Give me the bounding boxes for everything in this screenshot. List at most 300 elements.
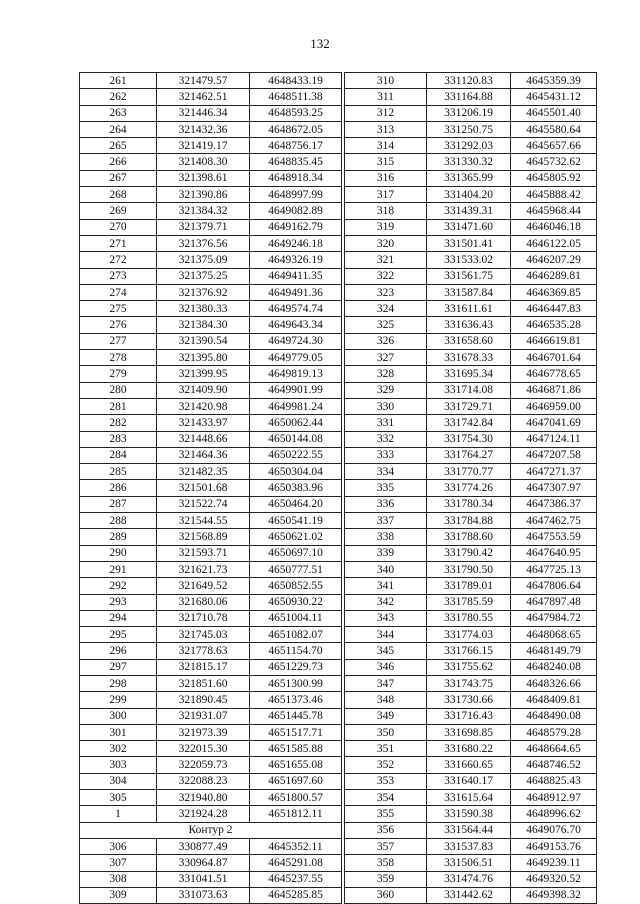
x-coordinate-cell: 321464.36	[157, 447, 250, 463]
point-number-cell: 331	[345, 415, 427, 431]
y-coordinate-cell: 4648825.43	[511, 773, 597, 789]
x-coordinate-cell: 331636.43	[427, 317, 511, 333]
point-number-cell: 352	[345, 757, 427, 773]
point-number-cell: 284	[80, 447, 157, 463]
table-row	[345, 790, 597, 806]
y-coordinate-cell: 4648756.17	[250, 138, 342, 154]
table-row	[80, 464, 342, 480]
point-number-cell: 294	[80, 610, 157, 626]
point-number-cell: 328	[345, 366, 427, 382]
y-coordinate-cell: 4651004.11	[250, 610, 342, 626]
x-coordinate-cell: 321432.36	[157, 121, 250, 137]
x-coordinate-cell: 331785.59	[427, 594, 511, 610]
table-row	[80, 284, 342, 300]
x-coordinate-cell: 331788.60	[427, 529, 511, 545]
point-number-cell: 277	[80, 333, 157, 349]
x-coordinate-cell: 321376.56	[157, 235, 250, 251]
x-coordinate-cell: 321649.52	[157, 578, 250, 594]
table-row	[345, 431, 597, 447]
y-coordinate-cell: 4645285.85	[250, 887, 342, 903]
point-number-cell: 318	[345, 203, 427, 219]
y-coordinate-cell: 4647041.69	[511, 415, 597, 431]
table-row	[345, 594, 597, 610]
y-coordinate-cell: 4648672.05	[250, 121, 342, 137]
point-number-cell: 341	[345, 578, 427, 594]
x-coordinate-cell: 321710.78	[157, 610, 250, 626]
y-coordinate-cell: 4645732.62	[511, 154, 597, 170]
point-number-cell: 319	[345, 219, 427, 235]
point-number-cell: 348	[345, 692, 427, 708]
x-coordinate-cell: 321593.71	[157, 545, 250, 561]
y-coordinate-cell: 4649819.13	[250, 366, 342, 382]
y-coordinate-cell: 4646369.85	[511, 284, 597, 300]
table-row	[80, 887, 342, 903]
point-number-cell: 278	[80, 350, 157, 366]
x-coordinate-cell: 321568.89	[157, 529, 250, 545]
table-row	[80, 545, 342, 561]
table-row	[345, 578, 597, 594]
point-number-cell: 302	[80, 741, 157, 757]
point-number-cell: 268	[80, 187, 157, 203]
y-coordinate-cell: 4647806.64	[511, 578, 597, 594]
x-coordinate-cell: 331790.42	[427, 545, 511, 561]
table-row	[80, 431, 342, 447]
point-number-cell: 334	[345, 464, 427, 480]
point-number-cell: 267	[80, 170, 157, 186]
y-coordinate-cell: 4645501.40	[511, 105, 597, 121]
point-number-cell: 320	[345, 235, 427, 251]
point-number-cell: 325	[345, 317, 427, 333]
y-coordinate-cell: 4649901.99	[250, 382, 342, 398]
y-coordinate-cell: 4648409.81	[511, 692, 597, 708]
point-number-cell: 263	[80, 105, 157, 121]
x-coordinate-cell: 331442.62	[427, 887, 511, 903]
y-coordinate-cell: 4650144.08	[250, 431, 342, 447]
x-coordinate-cell: 331474.76	[427, 871, 511, 887]
x-coordinate-cell: 321522.74	[157, 496, 250, 512]
table-row	[80, 219, 342, 235]
x-coordinate-cell: 321851.60	[157, 675, 250, 691]
table-row	[80, 675, 342, 691]
page-number: 132	[310, 36, 330, 51]
table-row	[345, 73, 597, 89]
x-coordinate-cell: 331533.02	[427, 252, 511, 268]
point-number-cell: 311	[345, 89, 427, 105]
table-row	[80, 741, 342, 757]
y-coordinate-cell: 4649153.76	[511, 838, 597, 854]
y-coordinate-cell: 4646619.81	[511, 333, 597, 349]
table-row	[345, 496, 597, 512]
point-number-cell: 323	[345, 284, 427, 300]
y-coordinate-cell: 4650222.55	[250, 447, 342, 463]
point-number-cell: 358	[345, 855, 427, 871]
table-row	[80, 822, 342, 838]
table-row	[80, 415, 342, 431]
x-coordinate-cell: 331695.34	[427, 366, 511, 382]
point-number-cell: 335	[345, 480, 427, 496]
x-coordinate-cell: 321501.68	[157, 480, 250, 496]
point-number-cell: 289	[80, 529, 157, 545]
y-coordinate-cell: 4646701.64	[511, 350, 597, 366]
point-number-cell: 329	[345, 382, 427, 398]
point-number-cell: 351	[345, 741, 427, 757]
point-number-cell: 295	[80, 627, 157, 643]
y-coordinate-cell: 4646289.81	[511, 268, 597, 284]
table-row	[80, 73, 342, 89]
x-coordinate-cell: 321680.06	[157, 594, 250, 610]
y-coordinate-cell: 4646535.28	[511, 317, 597, 333]
point-number-cell: 275	[80, 301, 157, 317]
y-coordinate-cell: 4651229.73	[250, 659, 342, 675]
table-row	[80, 268, 342, 284]
point-number-cell: 280	[80, 382, 157, 398]
table-row	[80, 806, 342, 822]
y-coordinate-cell: 4649246.18	[250, 235, 342, 251]
table-row	[80, 187, 342, 203]
table-row	[80, 398, 342, 414]
point-number-cell: 339	[345, 545, 427, 561]
table-row	[345, 675, 597, 691]
table-row	[345, 545, 597, 561]
point-number-cell: 271	[80, 235, 157, 251]
table-row	[80, 121, 342, 137]
y-coordinate-cell: 4648997.99	[250, 187, 342, 203]
table-row	[345, 235, 597, 251]
y-coordinate-cell: 4647307.97	[511, 480, 597, 496]
table-row	[345, 513, 597, 529]
y-coordinate-cell: 4650621.02	[250, 529, 342, 545]
point-number-cell: 317	[345, 187, 427, 203]
point-number-cell: 312	[345, 105, 427, 121]
x-coordinate-cell: 331716.43	[427, 708, 511, 724]
x-coordinate-cell: 322015.30	[157, 741, 250, 757]
point-number-cell: 1	[80, 806, 157, 822]
y-coordinate-cell: 4648490.08	[511, 708, 597, 724]
x-coordinate-cell: 321462.51	[157, 89, 250, 105]
table-row	[80, 350, 342, 366]
x-coordinate-cell: 321433.97	[157, 415, 250, 431]
x-coordinate-cell: 331073.63	[157, 887, 250, 903]
y-coordinate-cell: 4650304.04	[250, 464, 342, 480]
point-number-cell: 279	[80, 366, 157, 382]
x-coordinate-cell: 321384.32	[157, 203, 250, 219]
table-row	[345, 170, 597, 186]
x-coordinate-cell: 331742.84	[427, 415, 511, 431]
point-number-cell: 321	[345, 252, 427, 268]
point-number-cell: 303	[80, 757, 157, 773]
x-coordinate-cell: 331780.55	[427, 610, 511, 626]
y-coordinate-cell: 4651445.78	[250, 708, 342, 724]
table-row	[345, 382, 597, 398]
table-row	[80, 333, 342, 349]
point-number-cell: 286	[80, 480, 157, 496]
point-number-cell: 298	[80, 675, 157, 691]
x-coordinate-cell: 331743.75	[427, 675, 511, 691]
x-coordinate-cell: 331587.84	[427, 284, 511, 300]
table-row	[80, 578, 342, 594]
y-coordinate-cell: 4645237.55	[250, 871, 342, 887]
table-row	[345, 366, 597, 382]
y-coordinate-cell: 4647553.59	[511, 529, 597, 545]
x-coordinate-cell: 321479.57	[157, 73, 250, 89]
y-coordinate-cell: 4647725.13	[511, 561, 597, 577]
x-coordinate-cell: 331501.41	[427, 235, 511, 251]
y-coordinate-cell: 4647207.58	[511, 447, 597, 463]
table-row	[345, 887, 597, 903]
x-coordinate-cell: 331790.50	[427, 561, 511, 577]
point-number-cell: 287	[80, 496, 157, 512]
point-number-cell: 359	[345, 871, 427, 887]
x-coordinate-cell: 321482.35	[157, 464, 250, 480]
x-coordinate-cell: 330964.87	[157, 855, 250, 871]
y-coordinate-cell: 4650062.44	[250, 415, 342, 431]
x-coordinate-cell: 331766.15	[427, 643, 511, 659]
table-row	[345, 806, 597, 822]
point-number-cell: 332	[345, 431, 427, 447]
table-row	[80, 366, 342, 382]
point-number-cell: 285	[80, 464, 157, 480]
table-row	[80, 610, 342, 626]
point-number-cell: 322	[345, 268, 427, 284]
y-coordinate-cell: 4647124.11	[511, 431, 597, 447]
point-number-cell: 354	[345, 790, 427, 806]
x-coordinate-cell: 331164.88	[427, 89, 511, 105]
table-row	[80, 138, 342, 154]
table-row	[345, 203, 597, 219]
table-row	[80, 154, 342, 170]
y-coordinate-cell: 4645805.92	[511, 170, 597, 186]
y-coordinate-cell: 4648996.62	[511, 806, 597, 822]
table-row	[80, 529, 342, 545]
x-coordinate-cell: 321973.39	[157, 724, 250, 740]
y-coordinate-cell: 4648912.97	[511, 790, 597, 806]
table-row	[345, 871, 597, 887]
y-coordinate-cell: 4648511.38	[250, 89, 342, 105]
point-number-cell: 270	[80, 219, 157, 235]
table-row	[345, 610, 597, 626]
table-row	[80, 757, 342, 773]
x-coordinate-cell: 331250.75	[427, 121, 511, 137]
point-number-cell: 336	[345, 496, 427, 512]
point-number-cell: 272	[80, 252, 157, 268]
table-row	[80, 301, 342, 317]
point-number-cell: 345	[345, 643, 427, 659]
point-number-cell: 347	[345, 675, 427, 691]
table-row	[345, 692, 597, 708]
x-coordinate-cell: 321621.73	[157, 561, 250, 577]
y-coordinate-cell: 4649326.19	[250, 252, 342, 268]
point-number-cell: 357	[345, 838, 427, 854]
table-row	[80, 838, 342, 854]
y-coordinate-cell: 4651082.07	[250, 627, 342, 643]
point-number-cell: 360	[345, 887, 427, 903]
x-coordinate-cell: 331754.30	[427, 431, 511, 447]
point-number-cell: 314	[345, 138, 427, 154]
point-number-cell: 313	[345, 121, 427, 137]
y-coordinate-cell: 4650697.10	[250, 545, 342, 561]
x-coordinate-cell: 331471.60	[427, 219, 511, 235]
y-coordinate-cell: 4649574.74	[250, 301, 342, 317]
table-row	[345, 447, 597, 463]
y-coordinate-cell: 4647386.37	[511, 496, 597, 512]
point-number-cell: 301	[80, 724, 157, 740]
table-row	[345, 855, 597, 871]
point-number-cell: 264	[80, 121, 157, 137]
y-coordinate-cell: 4648068.65	[511, 627, 597, 643]
y-coordinate-cell: 4647271.37	[511, 464, 597, 480]
point-number-cell: 355	[345, 806, 427, 822]
x-coordinate-cell: 321384.30	[157, 317, 250, 333]
y-coordinate-cell: 4647640.95	[511, 545, 597, 561]
table-row	[80, 170, 342, 186]
point-number-cell: 304	[80, 773, 157, 789]
y-coordinate-cell: 4646778.65	[511, 366, 597, 382]
y-coordinate-cell: 4651517.71	[250, 724, 342, 740]
y-coordinate-cell: 4646871.86	[511, 382, 597, 398]
x-coordinate-cell: 331658.60	[427, 333, 511, 349]
point-number-cell: 340	[345, 561, 427, 577]
table-row	[345, 838, 597, 854]
y-coordinate-cell: 4651812.11	[250, 806, 342, 822]
table-row	[80, 790, 342, 806]
table-row	[345, 464, 597, 480]
x-coordinate-cell: 331730.66	[427, 692, 511, 708]
table-row	[80, 659, 342, 675]
table-row	[80, 105, 342, 121]
y-coordinate-cell: 4649076.70	[511, 822, 597, 838]
table-row	[345, 822, 597, 838]
table-row	[345, 154, 597, 170]
point-number-cell: 342	[345, 594, 427, 610]
y-coordinate-cell: 4649239.11	[511, 855, 597, 871]
x-coordinate-cell: 321815.17	[157, 659, 250, 675]
point-number-cell: 346	[345, 659, 427, 675]
y-coordinate-cell: 4649082.89	[250, 203, 342, 219]
point-number-cell: 338	[345, 529, 427, 545]
y-coordinate-cell: 4645359.39	[511, 73, 597, 89]
point-number-cell: 290	[80, 545, 157, 561]
x-coordinate-cell: 321778.63	[157, 643, 250, 659]
x-coordinate-cell: 321924.28	[157, 806, 250, 822]
x-coordinate-cell: 331615.64	[427, 790, 511, 806]
table-row	[80, 724, 342, 740]
table-row	[345, 757, 597, 773]
table-row	[80, 643, 342, 659]
x-coordinate-cell: 321380.33	[157, 301, 250, 317]
y-coordinate-cell: 4645657.66	[511, 138, 597, 154]
section-header-cell: Контур 2	[80, 822, 342, 838]
y-coordinate-cell: 4648326.66	[511, 675, 597, 691]
point-number-cell: 315	[345, 154, 427, 170]
y-coordinate-cell: 4650777.51	[250, 561, 342, 577]
y-coordinate-cell: 4651300.99	[250, 675, 342, 691]
point-number-cell: 282	[80, 415, 157, 431]
y-coordinate-cell: 4647897.48	[511, 594, 597, 610]
point-number-cell: 293	[80, 594, 157, 610]
y-coordinate-cell: 4645291.08	[250, 855, 342, 871]
table-row	[80, 594, 342, 610]
point-number-cell: 310	[345, 73, 427, 89]
x-coordinate-cell: 331292.03	[427, 138, 511, 154]
y-coordinate-cell: 4648149.79	[511, 643, 597, 659]
point-number-cell: 266	[80, 154, 157, 170]
table-row	[80, 317, 342, 333]
table-row	[345, 284, 597, 300]
x-coordinate-cell: 331120.83	[427, 73, 511, 89]
y-coordinate-cell: 4649398.32	[511, 887, 597, 903]
y-coordinate-cell: 4648579.28	[511, 724, 597, 740]
x-coordinate-cell: 321390.86	[157, 187, 250, 203]
x-coordinate-cell: 331678.33	[427, 350, 511, 366]
x-coordinate-cell: 331680.22	[427, 741, 511, 757]
y-coordinate-cell: 4651800.57	[250, 790, 342, 806]
point-number-cell: 353	[345, 773, 427, 789]
y-coordinate-cell: 4651697.60	[250, 773, 342, 789]
y-coordinate-cell: 4649724.30	[250, 333, 342, 349]
y-coordinate-cell: 4648918.34	[250, 170, 342, 186]
table-row	[345, 252, 597, 268]
table-row	[345, 301, 597, 317]
table-row	[345, 317, 597, 333]
point-number-cell: 300	[80, 708, 157, 724]
point-number-cell: 306	[80, 838, 157, 854]
coordinates-table-left	[79, 72, 342, 904]
point-number-cell: 344	[345, 627, 427, 643]
table-row	[80, 252, 342, 268]
x-coordinate-cell: 331660.65	[427, 757, 511, 773]
table-row	[345, 219, 597, 235]
y-coordinate-cell: 4647984.72	[511, 610, 597, 626]
table-row	[345, 627, 597, 643]
x-coordinate-cell: 331755.62	[427, 659, 511, 675]
x-coordinate-cell: 331640.17	[427, 773, 511, 789]
y-coordinate-cell: 4645352.11	[250, 838, 342, 854]
y-coordinate-cell: 4649320.52	[511, 871, 597, 887]
y-coordinate-cell: 4651655.08	[250, 757, 342, 773]
point-number-cell: 327	[345, 350, 427, 366]
table-row	[345, 741, 597, 757]
x-coordinate-cell: 331041.51	[157, 871, 250, 887]
x-coordinate-cell: 331774.26	[427, 480, 511, 496]
table-row	[80, 496, 342, 512]
point-number-cell: 326	[345, 333, 427, 349]
table-row	[345, 268, 597, 284]
point-number-cell: 343	[345, 610, 427, 626]
point-number-cell: 308	[80, 871, 157, 887]
table-row	[345, 659, 597, 675]
x-coordinate-cell: 331714.08	[427, 382, 511, 398]
x-coordinate-cell: 331537.83	[427, 838, 511, 854]
point-number-cell: 307	[80, 855, 157, 871]
y-coordinate-cell: 4648664.65	[511, 741, 597, 757]
point-number-cell: 288	[80, 513, 157, 529]
y-coordinate-cell: 4648746.52	[511, 757, 597, 773]
table-row	[345, 398, 597, 414]
table-row	[80, 382, 342, 398]
y-coordinate-cell: 4650930.22	[250, 594, 342, 610]
y-coordinate-cell: 4650852.55	[250, 578, 342, 594]
point-number-cell: 337	[345, 513, 427, 529]
y-coordinate-cell: 4648240.08	[511, 659, 597, 675]
table-row	[80, 447, 342, 463]
point-number-cell: 297	[80, 659, 157, 675]
x-coordinate-cell: 321390.54	[157, 333, 250, 349]
y-coordinate-cell: 4649411.35	[250, 268, 342, 284]
point-number-cell: 333	[345, 447, 427, 463]
table-row	[345, 773, 597, 789]
x-coordinate-cell: 331780.34	[427, 496, 511, 512]
point-number-cell: 269	[80, 203, 157, 219]
